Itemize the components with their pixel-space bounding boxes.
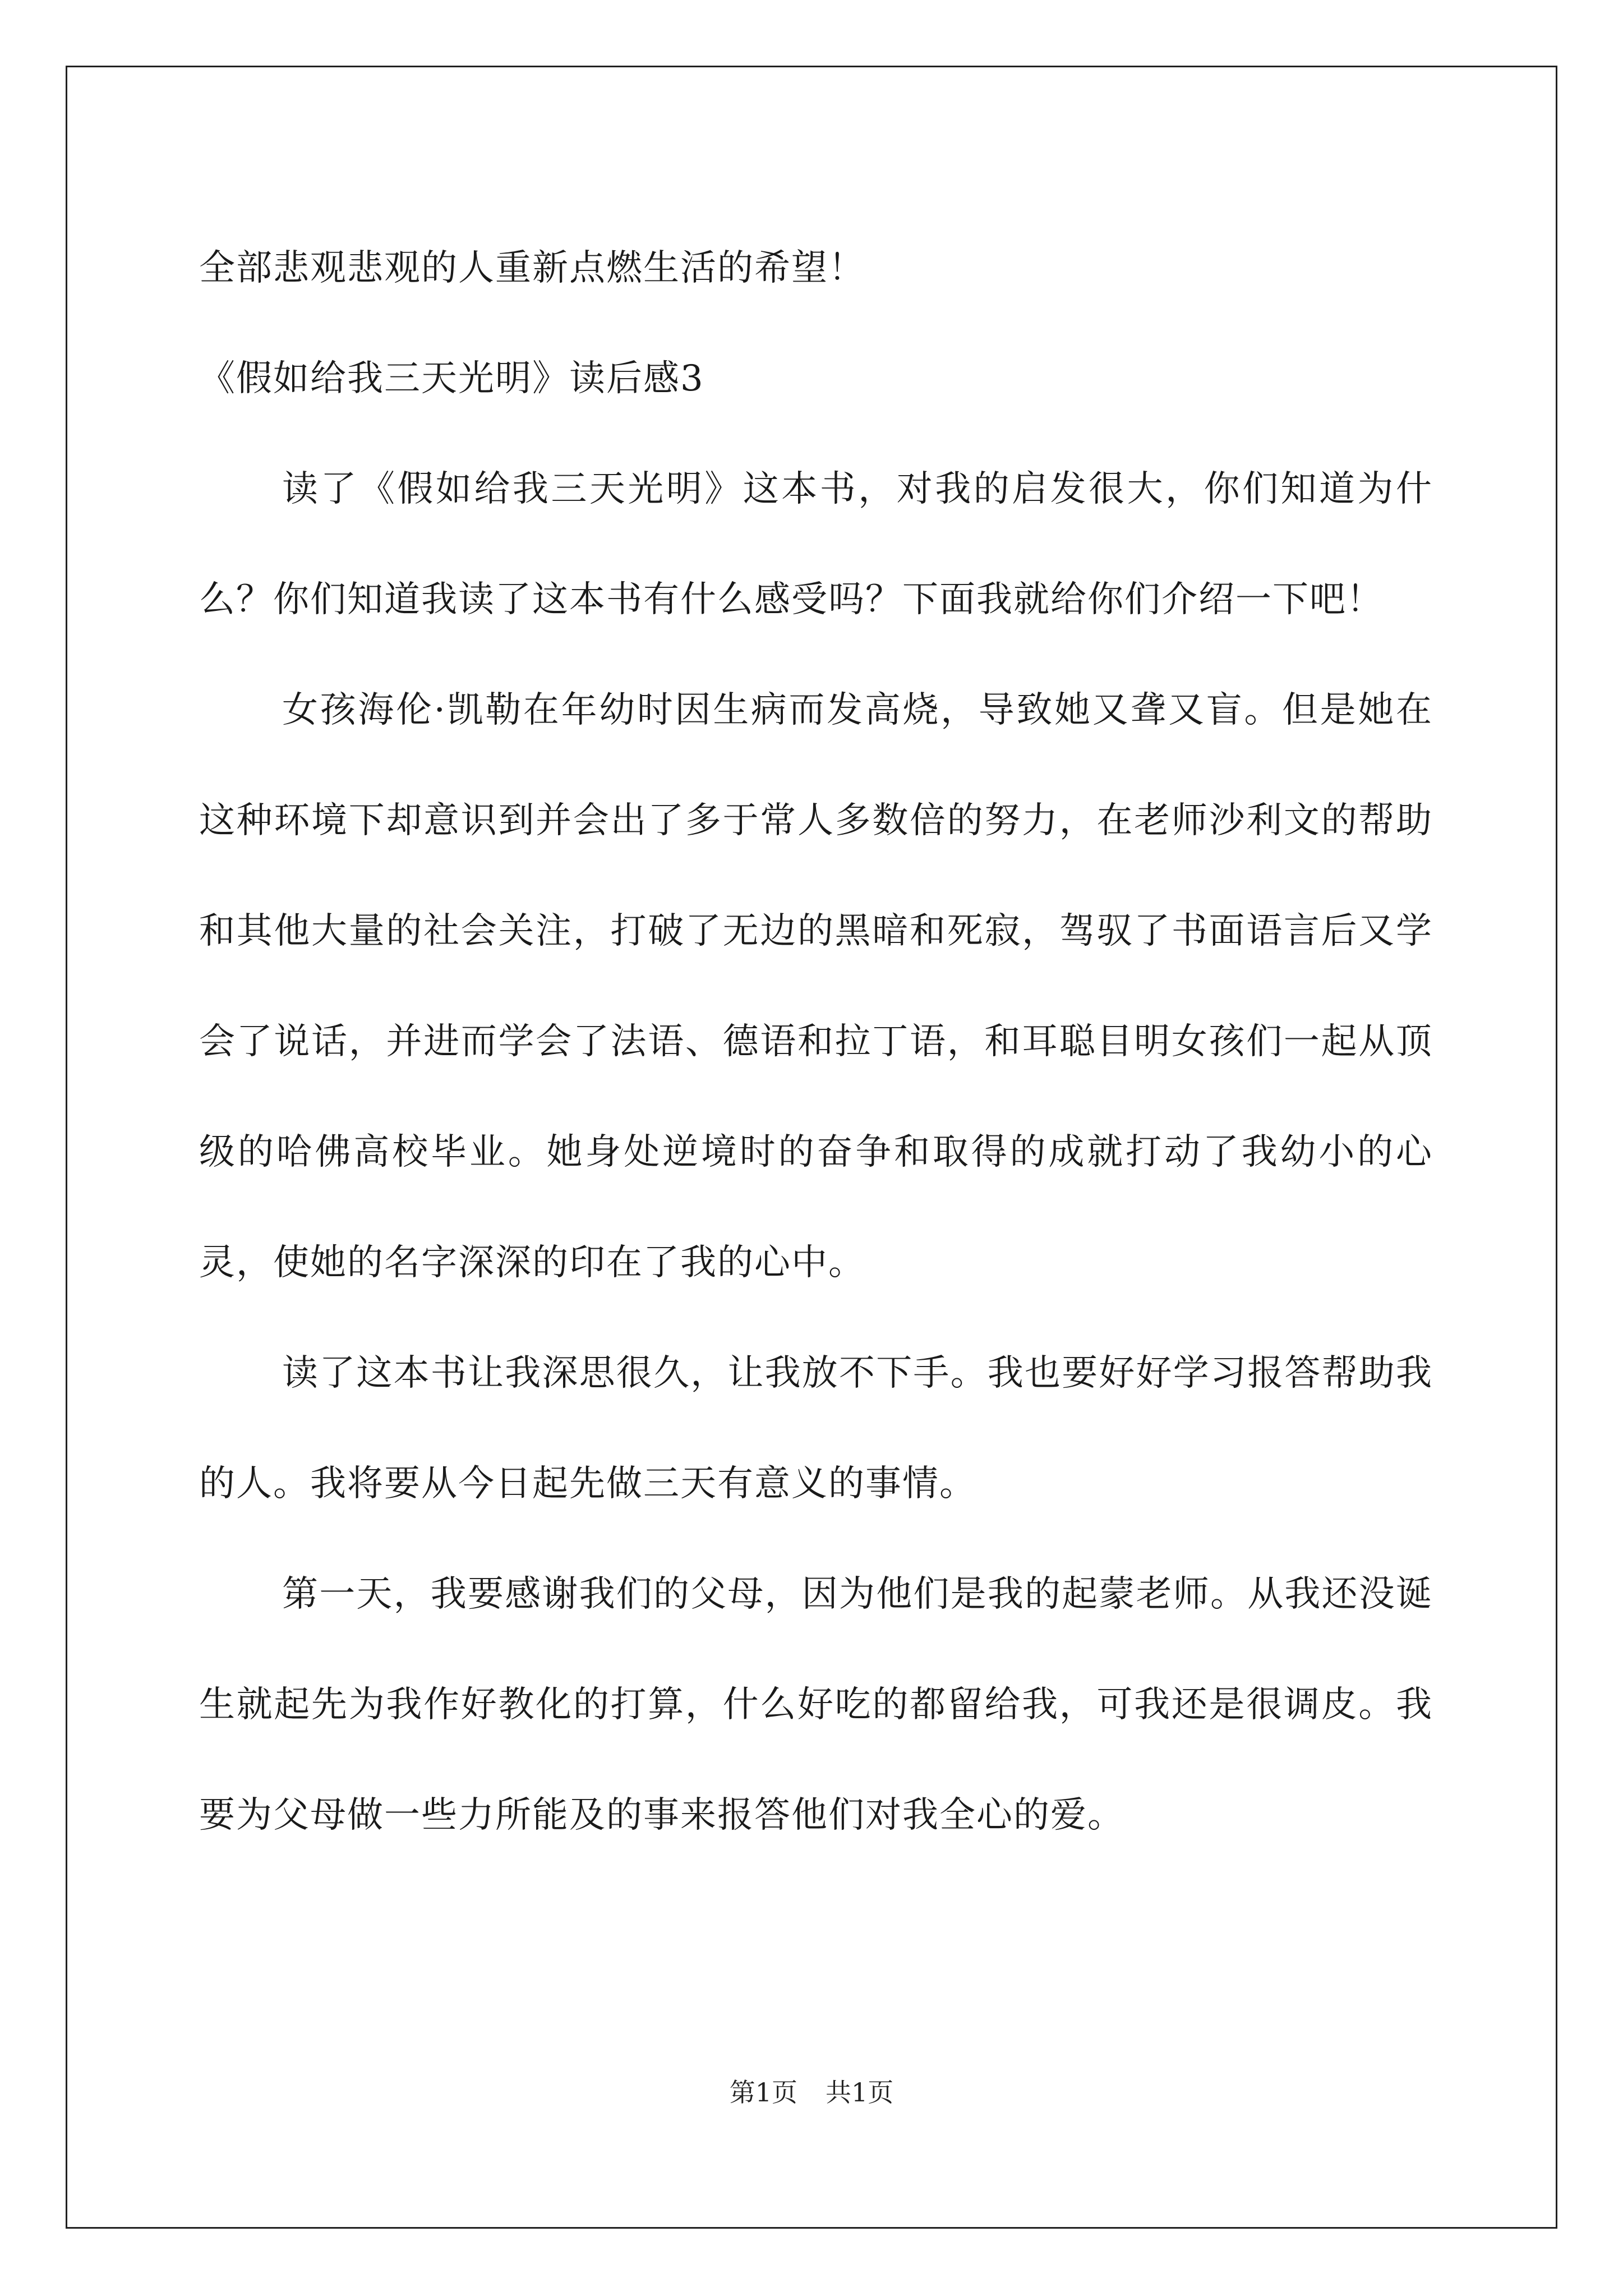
page-number: 第1页 [729,2077,797,2108]
page-total: 共1页 [826,2077,894,2108]
essay-title: 《假如给我三天光明》读后感3 [199,358,704,399]
paragraph-3: 读了《假如给我三天光明》这本书，对我的启发很大，你们知道为什么？你们知道我读了这本书有什么感受吗？下面我就给你们介绍一下吧！ [199,468,1433,620]
paragraph-6: 第一天，我要感谢我们的父母，因为他们是我的起蒙老师。从我还没诞生就起先为我作好教化的打算，什么好吃的都留给我，可我还是很调皮。我要为父母做一些力所能及的事来报答他们对我全心的爱。 [199,1573,1433,1836]
paragraph-1: 全部悲观悲观的人重新点燃生活的希望！ [199,247,865,289]
document-body [199,213,1433,1871]
page-footer [0,2076,1623,2109]
paragraph-4: 女孩海伦·凯勒在年幼时因生病而发高烧，导致她又聋又盲。但是她在这种环境下却意识到并会出了多于常人多数倍的努力，在老师沙利文的帮助和其他大量的社会关注，打破了无边的黑暗和死寂，驾驭了书面语言后又学会了说话，并进而学会了法语、德语和拉丁语，和耳聪目明女孩们一起从顶级的哈佛高校毕业。她身处逆境时的奋争和取得的成就打动了我幼小的心灵，使她的名字深深的印在了我的心中。 [199,689,1433,1283]
paragraph-5: 读了这本书让我深思很久，让我放不下手。我也要好好学习报答帮助我的人。我将要从今日起先做三天有意义的事情。 [199,1352,1433,1504]
